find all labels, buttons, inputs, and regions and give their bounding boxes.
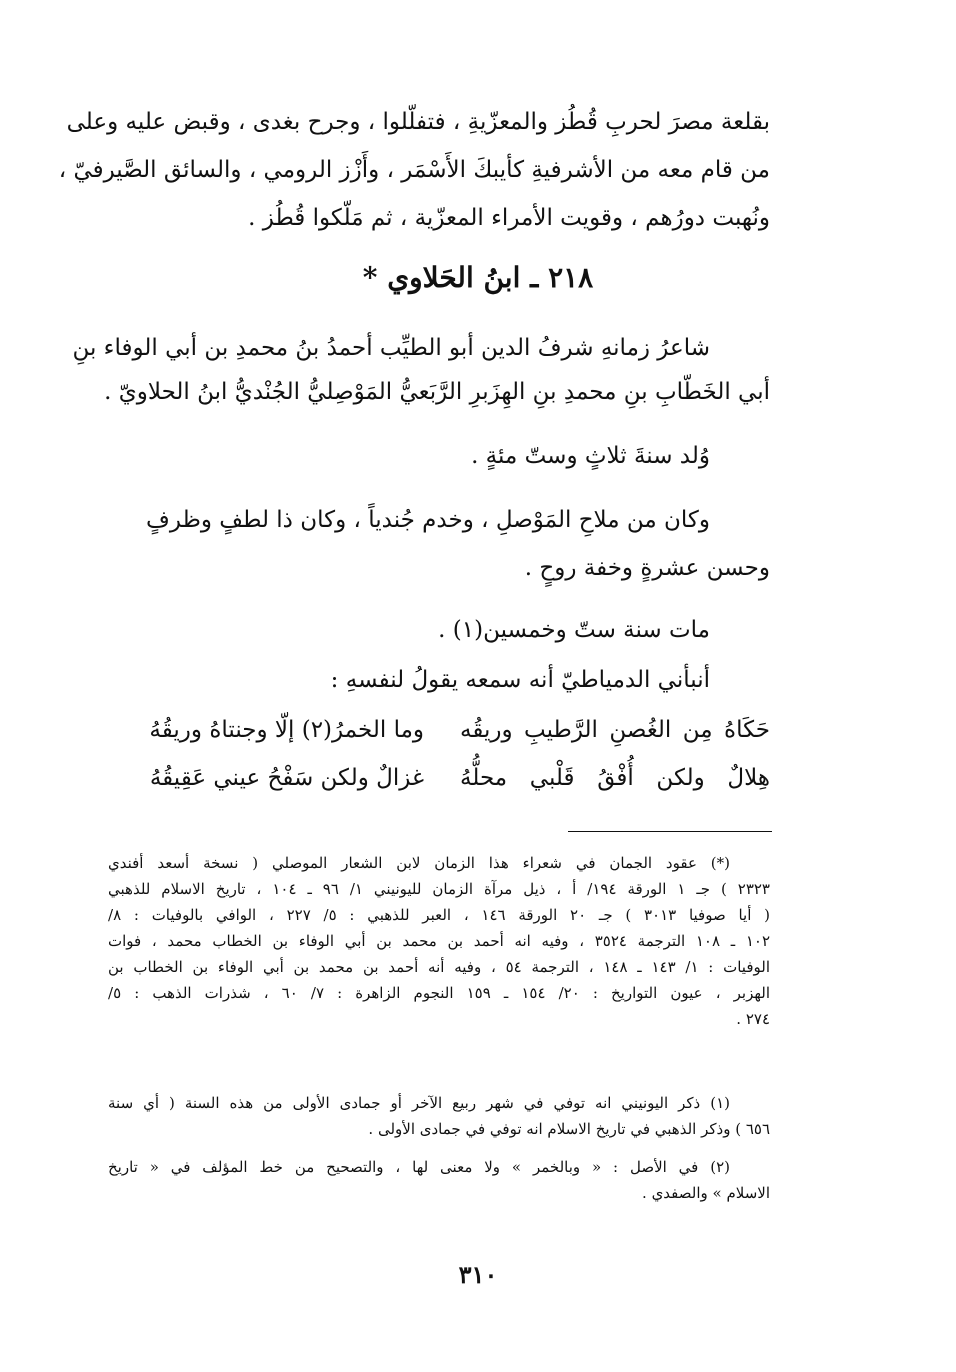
body-line: بقلعة مصرَ لحربِ قُطُز والمعزّيةِ ، فتفلّلوا ، وجرح بغدى ، وقبض عليه وعلى bbox=[66, 109, 770, 135]
body-line: شاعرُ زمانهِ شرفُ الدين أبو الطيِّب أحمدُ بنُ محمدِ بن أبي الوفاء بنِ bbox=[72, 335, 710, 361]
footnote-line: الاسلام » والصفدي . bbox=[642, 1184, 770, 1202]
body-line: وحسن عشرةٍ وخفة روحٍ . bbox=[524, 555, 770, 581]
footnote-line: ١٠٢ ـ ١٠٨ الترجمة ٣٥٢٤ ، وفيه انه أحمد بن محمد بن أبي الوفاء بن الخطاب محمد ، فوات bbox=[108, 932, 770, 950]
footnote-line: (١) ذكر اليونيني انه توفي في شهر ربيع الآخر أو جمادى الأولى من هذه السنة ( أي سنة bbox=[108, 1094, 730, 1112]
footnote-line: ( أيا صوفيا ٣٠١٣ ) جـ ٢٠ الورقة ١٤٦ ، العبر للذهبي : ٥/ ٢٢٧ ، الوافي بالوفيات : ٨/ bbox=[108, 906, 770, 924]
body-line: مات سنة ستّ وخمسين(١) . bbox=[438, 617, 710, 643]
verse-line bbox=[149, 758, 770, 798]
verse-first-hemistich: هِلالٌ ولكن أُفْقُ قَلْبي محلُّهُ bbox=[460, 765, 770, 791]
footnote-1 bbox=[108, 1090, 770, 1142]
body-line: أبي الخَطّابِ بنِ محمدِ بنِ الهِزَبرِ الرَّبَعيُّ المَوْصِليُّ الجُنْديُّ ابنُ الحلاويّ . bbox=[104, 379, 770, 405]
footnote-star bbox=[108, 850, 770, 1032]
body-line: وكان من ملاحِ المَوْصلِ ، وخدم جُندياً ، وكان ذا لطفٍ وظرفٍ bbox=[146, 507, 710, 533]
footnote-line: (*) عقود الجمان في شعراء هذا الزمان لابن الشعار الموصلي ( نسخة أسعد أفندي bbox=[108, 854, 730, 872]
verse-second-hemistich: غزالٌ ولكن سَفْحُ عيني عَقِيقُهُ bbox=[149, 765, 424, 791]
footnote-line: ٦٥٦ ) وذكر الذهبي في تاريخ الاسلام انه توفي في جمادى الأولى . bbox=[368, 1120, 770, 1138]
footnote-line: (٢) في الأصل : « وبالخمر » ولا معنى لها ، والتصحيح من خط المؤلف في « تاريخ bbox=[108, 1158, 730, 1176]
footnote-line: الهزبر ، عيون التواريخ : ٢٠/ ١٥٤ ـ ١٥٩ النجوم الزاهرة : ٧/ ٦٠ ، شذرات الذهب : ٥/ bbox=[108, 984, 770, 1002]
footnote-separator bbox=[568, 831, 772, 832]
entry-heading: ٢١٨ ـ ابنُ الحَلاوي * bbox=[362, 261, 594, 294]
body-line: أنبأني الدمياطيّ أنه سمعه يقولُ لنفسهِ : bbox=[330, 667, 710, 693]
footnote-line: الوفيات : ١/ ١٤٣ ـ ١٤٨ ، الترجمة ٥٤ ، وفيه أنه أحمد بن محمد بن أبي الوفاء بن الخطاب بن bbox=[108, 958, 770, 976]
verse-line bbox=[149, 710, 770, 750]
body-line: ونُهبت دورُهم ، وقويت الأمراء المعزّية ، ثم مَلّكوا قُطُز . bbox=[248, 205, 770, 231]
page-number: ٣١٠ bbox=[458, 1260, 498, 1289]
footnote-line: ٢٣٢٣ ) جـ ١ الورقة ١٩٤/ أ ، ذيل مرآة الزمان لليونيني ١/ ٩٦ ـ ١٠٤ ، تاريخ الاسلام للذهبي bbox=[108, 880, 770, 898]
footnote-line: ٢٧٤ . bbox=[736, 1010, 770, 1028]
footnote-2 bbox=[108, 1154, 770, 1206]
body-line: من قام معه من الأشرفيةِ كأيبكَ الأَسْمَر ، وأَزْز الرومي ، والسائق الصَّيرفيّ ، bbox=[58, 157, 770, 183]
verse-first-hemistich: حَكَاهُ مِن الغُصنِ الرَّطيبِ وريقُه bbox=[460, 717, 770, 743]
verse-second-hemistich: وما الخمرُ(٢) إلّا وجنتاهُ وريقُهُ bbox=[149, 717, 424, 743]
body-line: وُلد سنةَ ثلاثٍ وستّ مئةٍ . bbox=[471, 443, 710, 469]
